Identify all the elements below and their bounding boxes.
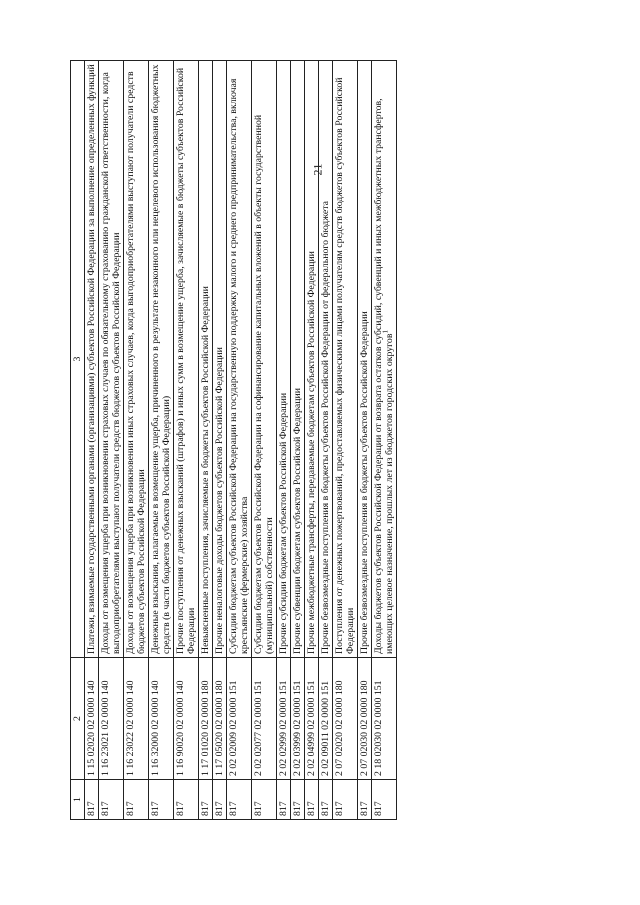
revenue-name-cell-text: Доходы от возмещения ущерба при возникновении страховых случаев по обязательному страхованию гражданской ответственности, когда выгодоприобретателями выступают получатели средств бюджетов субъектов Российской Федерации — [100, 72, 122, 654]
budget-code-cell-text: 1 16 23021 02 0000 140 — [100, 680, 111, 776]
admin-code-cell — [149, 780, 174, 820]
footnote-mark: 1 — [381, 330, 390, 334]
admin-code-cell — [99, 780, 124, 820]
table-row — [358, 61, 372, 820]
revenue-name-cell-text: Платежи, взимаемые государственными органами (организациями) субъектов Российской Федерации за выполнение определенных функций — [86, 64, 97, 654]
admin-code-cell — [291, 780, 305, 820]
budget-code-cell-text: 1 17 05020 02 0000 180 — [214, 680, 225, 776]
budget-code-cell-text: 2 02 04999 02 0000 151 — [306, 680, 317, 776]
admin-code-cell-text: 817 — [200, 801, 211, 816]
admin-code-cell — [252, 780, 277, 820]
admin-code-cell-text: 817 — [214, 801, 225, 816]
budget-code-cell-text: 2 02 02009 02 0000 151 — [228, 680, 239, 776]
budget-code-cell-text: 2 02 02077 02 0000 151 — [253, 680, 264, 776]
table-header-row — [71, 61, 85, 820]
table-row — [124, 61, 149, 820]
admin-code-cell-text: 817 — [228, 801, 239, 816]
budget-code-cell-text: 2 18 02030 02 0000 151 — [373, 680, 384, 776]
budget-code-cell-text: 1 15 02020 02 0000 140 — [86, 680, 97, 776]
table-row — [372, 61, 397, 820]
revenue-codes-table — [70, 60, 397, 820]
admin-code-cell-text: 817 — [125, 801, 136, 816]
admin-code-cell — [227, 780, 252, 820]
header-col-1: 1 — [71, 780, 85, 820]
budget-code-cell — [358, 658, 372, 780]
admin-code-cell-text: 817 — [100, 801, 111, 816]
budget-code-cell-text: 1 16 23022 02 0000 140 — [125, 680, 136, 776]
revenue-name-cell — [358, 61, 372, 658]
revenue-name-cell — [124, 61, 149, 658]
budget-code-cell — [227, 658, 252, 780]
revenue-name-cell-text: Прочие субсидии бюджетам субъектов Российской Федерации — [278, 392, 289, 654]
header-col-2: 2 — [71, 658, 85, 780]
admin-code-cell — [199, 780, 213, 820]
header-col-3: 3 — [71, 61, 85, 658]
revenue-name-cell — [291, 61, 305, 658]
table-row — [305, 61, 319, 820]
budget-code-cell-text: 1 17 01020 02 0000 180 — [200, 680, 211, 776]
table-row — [99, 61, 124, 820]
budget-code-cell — [99, 658, 124, 780]
budget-code-cell — [372, 658, 397, 780]
revenue-name-cell — [85, 61, 99, 658]
revenue-name-cell-text: Прочие безвозмездные поступления в бюджеты субъектов Российской Федерации от федерального бюджета — [320, 200, 331, 654]
admin-code-cell — [213, 780, 227, 820]
table-row — [174, 61, 199, 820]
revenue-name-cell-text: Невыясненные поступления, зачисляемые в бюджеты субъектов Российской Федерации — [200, 286, 211, 654]
admin-code-cell-text: 817 — [306, 801, 317, 816]
revenue-name-cell-text: Субсидии бюджетам субъектов Российской Федерации на государственную поддержку малого и среднего предпринимательства, включая крестьянские (фермерские) хозяйства — [228, 78, 250, 654]
admin-code-cell-text: 817 — [359, 801, 370, 816]
budget-code-cell — [277, 658, 291, 780]
revenue-name-cell — [333, 61, 358, 658]
revenue-name-cell-text: Субсидии бюджетам субъектов Российской Федерации на софинансирование капитальных вложений в объекты государственной (муниципальной) собственности — [253, 114, 275, 654]
budget-code-cell — [124, 658, 149, 780]
revenue-name-cell-text: Прочие субвенции бюджетам субъектов Российской Федерации — [292, 388, 303, 654]
revenue-name-cell-text: Доходы бюджетов субъектов Российской Федерации от возврата остатков субсидий, субвенций и иных межбюджетных трансфертов, имеющих целевое назначение, прошлых лет из бюджетов городских округов — [373, 98, 395, 654]
revenue-name-cell — [213, 61, 227, 658]
revenue-name-cell — [319, 61, 333, 658]
budget-code-cell-text: 2 02 02999 02 0000 151 — [278, 680, 289, 776]
revenue-name-cell-text: Прочие межбюджетные трансферты, передаваемые бюджетам субъектов Российской Федерации — [306, 251, 317, 654]
budget-code-cell — [252, 658, 277, 780]
revenue-name-cell — [305, 61, 319, 658]
table-row — [291, 61, 305, 820]
revenue-name-cell — [174, 61, 199, 658]
budget-code-cell — [174, 658, 199, 780]
revenue-name-cell-text: Доходы от возмещения ущерба при возникновении иных страховых случаев, когда выгодоприобретателями выступают получатели средств бюджетов субъектов Российской Федерации — [125, 71, 147, 654]
revenue-name-cell — [99, 61, 124, 658]
table-row — [213, 61, 227, 820]
revenue-name-cell-text: Прочие неналоговые доходы бюджетов субъектов Российской Федерации — [214, 347, 225, 654]
budget-code-cell — [319, 658, 333, 780]
revenue-name-cell-text: Прочие поступления от денежных взысканий (штрафов) и иных сумм в возмещение ущерба, зачисляемые в бюджеты субъектов Российской Федерации — [175, 67, 197, 654]
admin-code-cell — [85, 780, 99, 820]
admin-code-cell — [305, 780, 319, 820]
revenue-name-cell — [199, 61, 213, 658]
budget-code-cell-text: 2 02 03999 02 0000 151 — [292, 680, 303, 776]
budget-code-cell — [291, 658, 305, 780]
admin-code-cell-text: 817 — [86, 801, 97, 816]
revenue-name-cell — [277, 61, 291, 658]
admin-code-cell-text: 817 — [334, 801, 345, 816]
budget-code-cell — [333, 658, 358, 780]
budget-code-cell — [305, 658, 319, 780]
admin-code-cell — [124, 780, 149, 820]
budget-code-cell-text: 1 16 32000 02 0000 140 — [150, 680, 161, 776]
revenue-name-cell — [227, 61, 252, 658]
table-row — [199, 61, 213, 820]
table-row — [319, 61, 333, 820]
revenue-name-cell-text: Денежные взыскания, налагаемые в возмещение ущерба, причиненного в результате незаконного или нецелевого использования бюджетных средств (в части бюджетов субъектов Российской Федерации) — [150, 64, 172, 654]
admin-code-cell-text: 817 — [320, 801, 331, 816]
table-row — [85, 61, 99, 820]
table-row — [149, 61, 174, 820]
table-row — [252, 61, 277, 820]
budget-code-cell-text: 1 16 90020 02 0000 140 — [175, 680, 186, 776]
budget-code-cell-text: 2 07 02030 02 0000 180 — [359, 680, 370, 776]
budget-code-cell — [149, 658, 174, 780]
budget-code-cell — [199, 658, 213, 780]
admin-code-cell — [358, 780, 372, 820]
admin-code-cell-text: 817 — [278, 801, 289, 816]
admin-code-cell — [333, 780, 358, 820]
table-row — [333, 61, 358, 820]
admin-code-cell-text: 817 — [253, 801, 264, 816]
revenue-name-cell-text: Прочие безвозмездные поступления в бюджеты субъектов Российской Федерации — [359, 311, 370, 654]
table-row — [227, 61, 252, 820]
budget-code-cell-text: 2 07 02020 02 0000 180 — [334, 680, 345, 776]
admin-code-cell-text: 817 — [373, 801, 384, 816]
budget-code-cell — [85, 658, 99, 780]
budget-code-cell — [213, 658, 227, 780]
revenue-name-cell — [372, 61, 397, 658]
rotated-table-wrapper — [70, 60, 540, 820]
admin-code-cell — [372, 780, 397, 820]
admin-code-cell — [277, 780, 291, 820]
admin-code-cell-text: 817 — [175, 801, 186, 816]
revenue-name-cell-text: Поступления от денежных пожертвований, предоставляемых физическими лицами получателям средств бюджетов субъектов Российской Федерации — [334, 77, 356, 654]
budget-code-cell-text: 2 02 09011 02 0000 151 — [320, 680, 331, 776]
revenue-name-cell — [252, 61, 277, 658]
admin-code-cell — [174, 780, 199, 820]
table-row — [277, 61, 291, 820]
admin-code-cell — [319, 780, 333, 820]
revenue-name-cell — [149, 61, 174, 658]
admin-code-cell-text: 817 — [150, 801, 161, 816]
admin-code-cell-text: 817 — [292, 801, 303, 816]
page-number: 21 — [310, 163, 325, 176]
